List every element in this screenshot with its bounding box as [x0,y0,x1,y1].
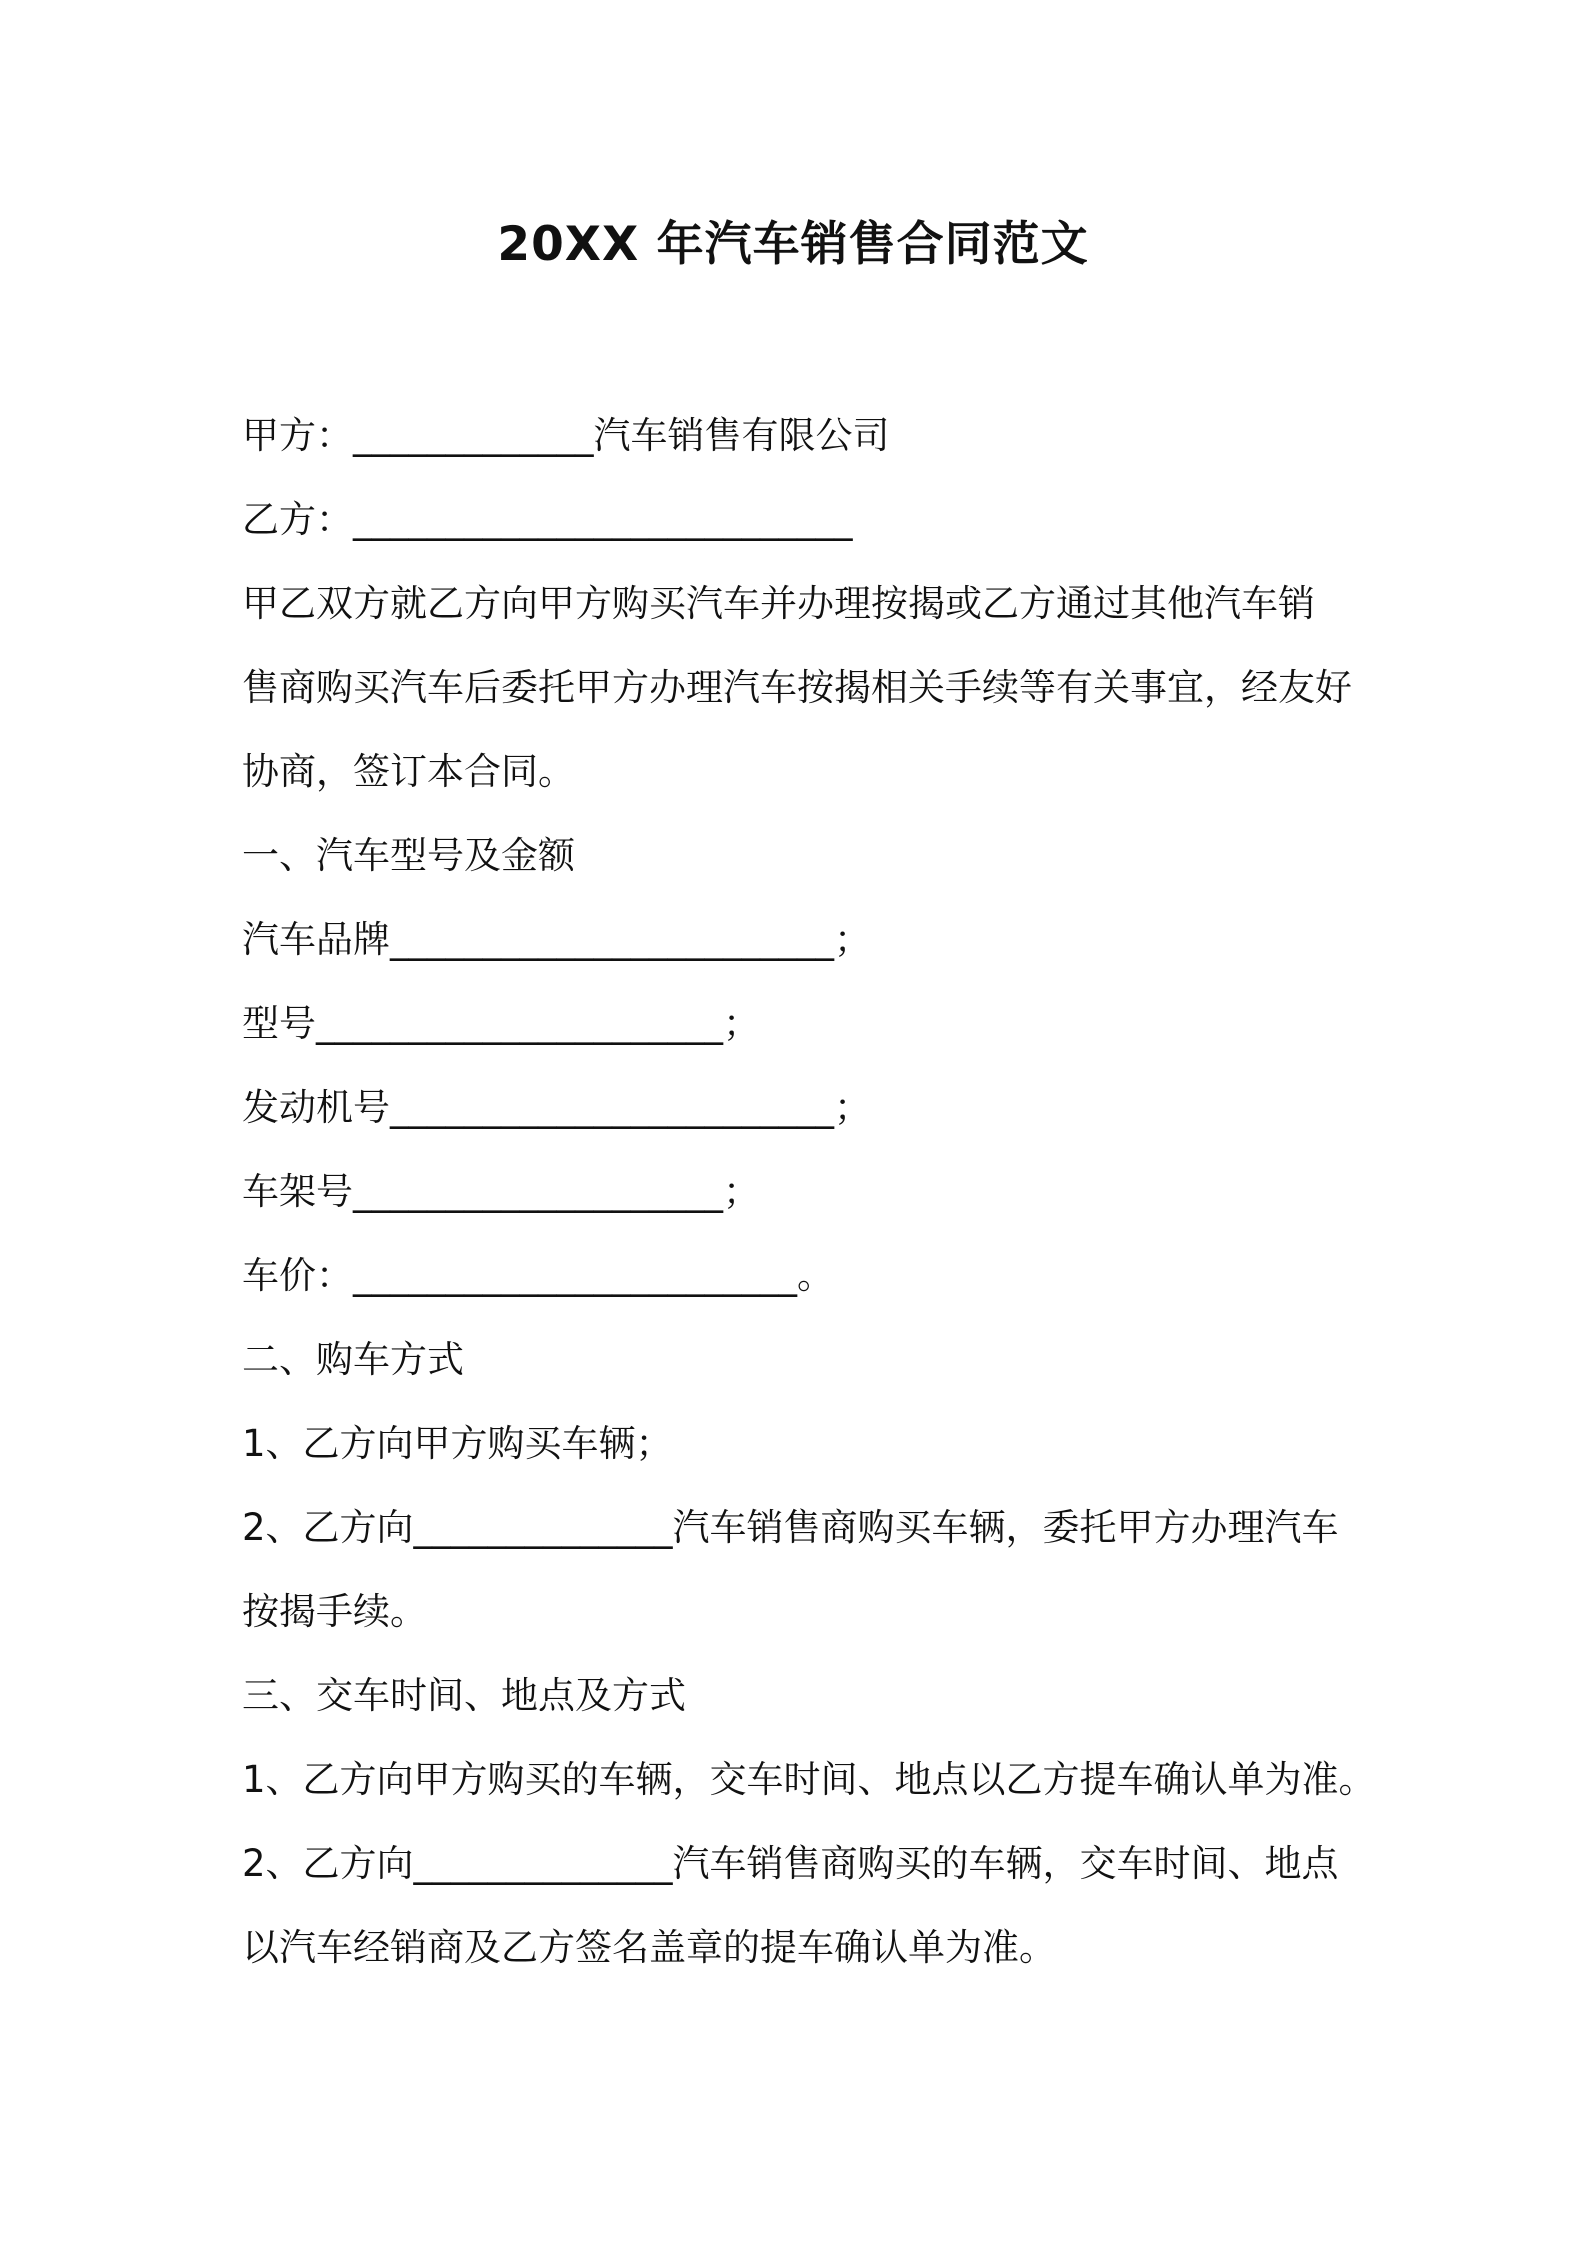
document-title: 20XX 年汽车销售合同范文 [497,217,1089,272]
section-3-heading: 三、交车时间、地点及方式 [242,1674,686,1717]
preamble-line-3: 协商，签订本合同。 [242,750,575,793]
delivery-clause-2-line-1: 2、乙方向______________汽车销售商购买的车辆，交车时间、地点 [242,1842,1339,1885]
preamble-line-1: 甲乙双方就乙方向甲方购买汽车并办理按揭或乙方通过其他汽车销 [242,582,1315,625]
party-b-line: 乙方：___________________________ [242,498,853,541]
preamble-line-2: 售商购买汽车后委托甲方办理汽车按揭相关手续等有关事宜，经友好 [242,666,1352,709]
section-1-heading: 一、汽车型号及金额 [242,834,575,877]
section-2-heading: 二、购车方式 [242,1338,464,1381]
party-a-line: 甲方：_____________汽车销售有限公司 [242,414,890,457]
car-brand-line: 汽车品牌________________________； [242,918,871,961]
purchase-method-1: 1、乙方向甲方购买车辆； [242,1422,673,1465]
purchase-method-2-line-1: 2、乙方向______________汽车销售商购买车辆，委托甲方办理汽车 [242,1506,1339,1549]
purchase-method-2-line-2: 按揭手续。 [242,1590,427,1633]
engine-number-line: 发动机号________________________； [242,1086,871,1129]
delivery-clause-1: 1、乙方向甲方购买的车辆，交车时间、地点以乙方提车确认单为准。 [242,1758,1376,1801]
frame-number-line: 车架号____________________； [242,1170,760,1213]
car-price-line: 车价：________________________。 [242,1254,834,1297]
delivery-clause-2-line-2: 以汽车经销商及乙方签名盖章的提车确认单为准。 [242,1926,1056,1969]
car-model-line: 型号______________________； [242,1002,760,1045]
